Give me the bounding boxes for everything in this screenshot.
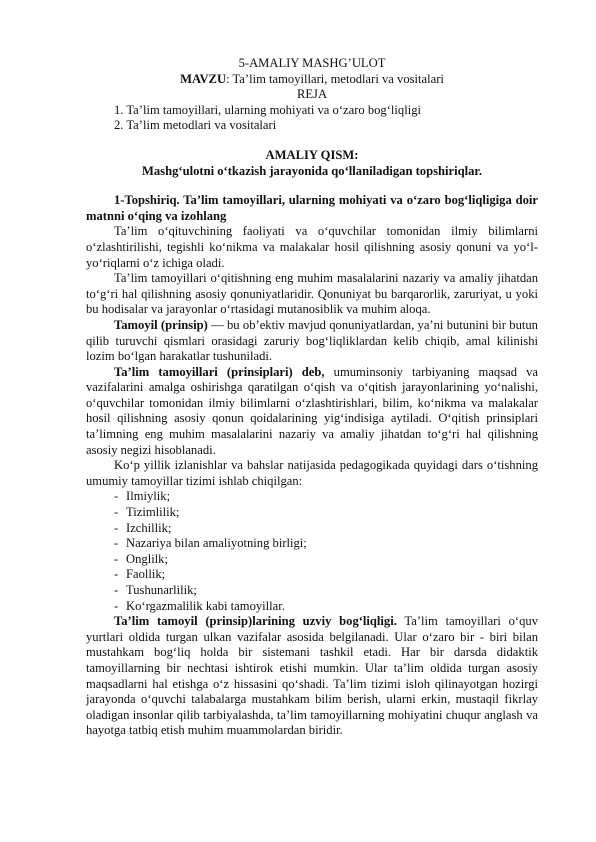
- principle-item: - Tushunarlilik;: [114, 583, 538, 599]
- term: Tamoyil (prinsip): [114, 317, 208, 332]
- plan-item: 2. Ta’lim metodlari va vositalari: [114, 118, 277, 133]
- term: Ta’lim tamoyillari (prinsiplari) deb,: [114, 364, 325, 379]
- principle-item: - Nazariya bilan amaliyotning birligi;: [114, 536, 538, 552]
- paragraph: Ta’lim tamoyillari o‘qitishning eng muhim masalalarini nazariy va amaliy jihatdan to‘g‘ri hal qilishning asosiy qonuniyatlaridir. Qonuniyat bu barqarorlik, zaruriyat, u yoki bu hodisalar va jarayonlar o‘rtasidagi mutanosiblik va muhim aloqa.: [86, 271, 538, 317]
- paragraph: [86, 614, 538, 739]
- paragraph: Ko‘p yillik izlanishlar va bahslar natijasida pedagogikada quyidagi dars o‘tishning umumiy tamoyillar tizimi ishlab chiqilgan:: [86, 458, 538, 488]
- principle-item: - Tizimlilik;: [114, 505, 538, 521]
- definition: umuminsoniy tarbiyaning maqsad va vazifalarini amalga oshirishga qaratilgan o‘qish va o‘qitish jarayonlarining yo‘nalishi, o‘quvchilar tomonidan ilmiy bilimlarni o‘zlashtirishlari, bilim, ko‘nikma va malakalar hosil qilishning asosiy qonun qoidalarining yig‘indisiga aytiladi. O‘qitish prinsiplari ta’limning eng muhim masalalarini nazariy va amaliy jihatdan to‘g‘ri hal qilishning asosiy negizi hisoblanadi.: [86, 364, 538, 457]
- practical-subtitle: Mashg‘ulotni o‘tkazish jarayonida qo‘llaniladigan topshiriqlar.: [142, 163, 482, 178]
- paragraph: [86, 318, 538, 365]
- principle-item: - Onglilk;: [114, 552, 538, 568]
- principles-list: [86, 489, 538, 614]
- plan-item: 1. Ta’lim tamoyillari, ularning mohiyati va o‘zaro bog‘liqligi: [114, 102, 422, 117]
- plan-list: [86, 103, 538, 134]
- practical-title: AMALIY QISM:: [265, 147, 359, 162]
- principle-item: - Ilmiylik;: [114, 489, 538, 505]
- definition: Ta’lim tamoyillari o‘quv yurtlari oldida turgan ulkan vazifalar asosida belgilanadi. Ular o‘zaro bir - biri bilan mustahkam bog‘liq holda bir sistemani tashkil etadi. Har bir darsda didaktik tamoyillarning bir nechtasi ishtirok etishi mumkin. Ular ta’lim oldida turgan asosiy maqsadlarni hal etishga o‘z hissasini qo‘shadi. Ta’lim tizimi isloh qilinayotgan hozirgi jarayonda o‘quvchi talabalarga mustahkam bilim berish, ularni erkin, mustaqil fikrlay oladigan insonlar qilib tarbiyalashda, ta’lim tamoyillarning mohiyatini chuqur anglash va hayotga tatbiq etish muhim muammolardan biridir.: [86, 614, 539, 738]
- paragraph: Ta’lim o‘qituvchining faoliyati va o‘quvchilar tomonidan ilmiy bilimlarni o‘zlashtirilishi, tegishli ko‘nikma va malakalar hosil qilishning asosiy qonuni va yo‘l-yo‘riqlarni o‘z ichiga oladi.: [86, 224, 538, 270]
- principle-item: - Ko‘rgazmalilik kabi tamoyillar.: [114, 599, 538, 615]
- definition: — bu ob’ektiv mavjud qonuniyatlardan, ya’ni butunini bir butun qilib turuvchi qismlari orasidagi zaruriy bog‘liqliklardan kelib chiqib, amal kilinishi lozim bo‘lgan harakatlar tushuniladi.: [86, 317, 538, 364]
- topic-label: MAVZU: [180, 71, 227, 86]
- lesson-number: 5-AMALIY MASHG’ULOT: [238, 56, 386, 70]
- principle-item: - Faollik;: [114, 567, 538, 583]
- task1-heading: 1-Topshiriq. Ta’lim tamoyillari, ularning mohiyati va o‘zaro bog‘liqligiga doir matnni o‘qing va izohlang: [86, 193, 538, 223]
- plan-heading: REJA: [296, 87, 328, 102]
- topic-text: : Ta’lim tamoyillari, metodlari va vositalari: [226, 71, 444, 86]
- paragraph: [86, 365, 538, 459]
- principle-item: - Izchillik;: [114, 521, 538, 537]
- term: Ta’lim tamoyil (prinsip)larining uzviy bog‘liqligi.: [114, 614, 397, 629]
- topic-line: [86, 72, 538, 88]
